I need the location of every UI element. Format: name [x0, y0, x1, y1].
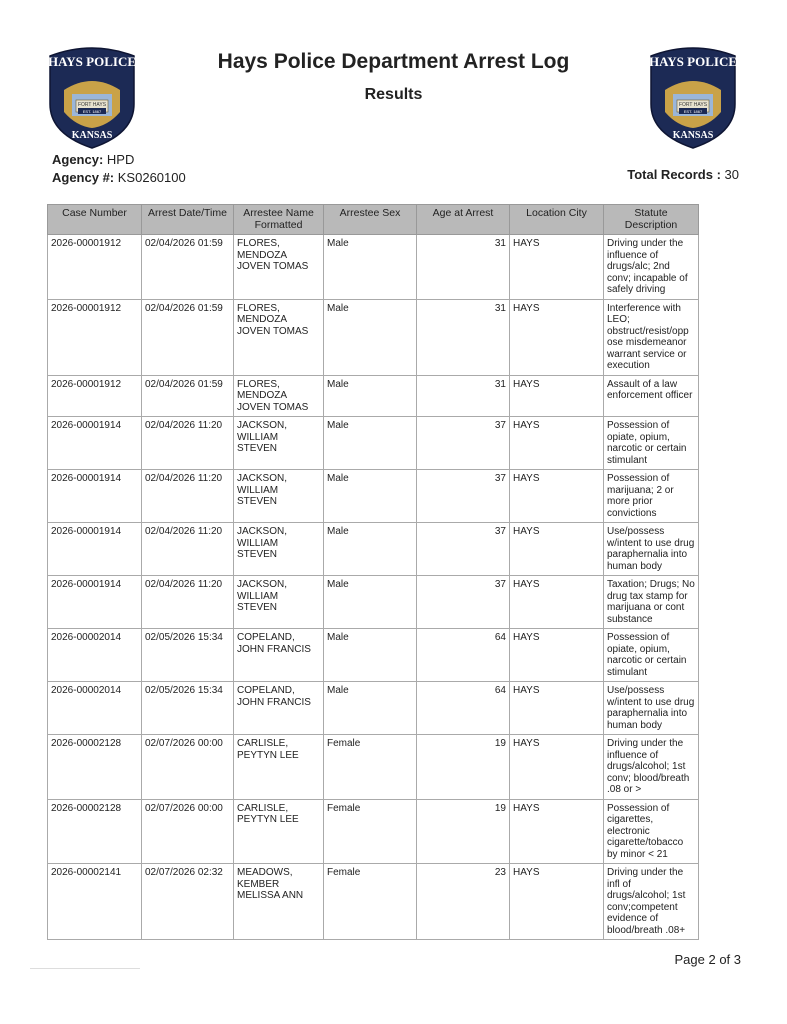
arrest-datetime-cell: 02/05/2026 15:34 — [142, 629, 234, 682]
scan-artifact-line — [30, 968, 140, 969]
total-records-value: 30 — [724, 167, 739, 182]
arrestee-sex-cell: Male — [324, 629, 417, 682]
case-number-cell: 2026-00002141 — [48, 864, 142, 940]
svg-text:FORT HAYS: FORT HAYS — [77, 102, 107, 108]
svg-text:KANSAS: KANSAS — [71, 130, 113, 141]
arrestee-sex-cell: Male — [324, 576, 417, 629]
arrestee-sex-cell: Male — [324, 470, 417, 523]
location-city-cell: HAYS — [510, 470, 604, 523]
table-header-row — [48, 205, 699, 235]
arrestee-sex-cell: Female — [324, 864, 417, 940]
column-header: Age at Arrest — [417, 205, 510, 235]
age-cell: 23 — [417, 864, 510, 940]
location-city-cell: HAYS — [510, 417, 604, 470]
total-records-label: Total Records : — [627, 167, 721, 182]
location-city-cell: HAYS — [510, 864, 604, 940]
arrestee-name-cell: COPELAND, JOHN FRANCIS — [234, 629, 324, 682]
case-number-cell: 2026-00002128 — [48, 799, 142, 864]
case-number-cell: 2026-00001912 — [48, 375, 142, 417]
statute-description-cell: Driving under the influence of drugs/alc; 2nd conv; incapable of safely driving — [604, 235, 699, 300]
agency-label: Agency: — [52, 152, 104, 167]
column-header: Location City — [510, 205, 604, 235]
arrestee-sex-cell: Female — [324, 735, 417, 800]
age-cell: 31 — [417, 235, 510, 300]
case-number-cell: 2026-00002128 — [48, 735, 142, 800]
arrestee-name-cell: CARLISLE, PEYTYN LEE — [234, 735, 324, 800]
case-number-cell: 2026-00001914 — [48, 523, 142, 576]
table-row — [48, 523, 699, 576]
arrestee-name-cell: FLORES, MENDOZA JOVEN TOMAS — [234, 235, 324, 300]
table-row — [48, 417, 699, 470]
statute-description-cell: Possession of marijuana; 2 or more prior convictions — [604, 470, 699, 523]
column-header: Case Number — [48, 205, 142, 235]
arrest-datetime-cell: 02/07/2026 00:00 — [142, 735, 234, 800]
column-header: Statute Description — [604, 205, 699, 235]
table-row — [48, 299, 699, 375]
statute-description-cell: Interference with LEO; obstruct/resist/opp ose misdemeanor warrant service or execution — [604, 299, 699, 375]
statute-description-cell: Taxation; Drugs; No drug tax stamp for marijuana or cont substance — [604, 576, 699, 629]
statute-description-cell: Possession of cigarettes, electronic cigarette/tobacco by minor < 21 — [604, 799, 699, 864]
case-number-cell: 2026-00001912 — [48, 235, 142, 300]
age-cell: 31 — [417, 299, 510, 375]
age-cell: 64 — [417, 682, 510, 735]
arrestee-sex-cell: Female — [324, 799, 417, 864]
agency-value: HPD — [106, 152, 135, 167]
column-header: Arrestee Name Formatted — [234, 205, 324, 235]
agency-number-info — [52, 170, 186, 185]
arrestee-sex-cell: Male — [324, 682, 417, 735]
arrestee-name-cell: FLORES, MENDOZA JOVEN TOMAS — [234, 299, 324, 375]
arrest-datetime-cell: 02/04/2026 11:20 — [142, 576, 234, 629]
location-city-cell: HAYS — [510, 682, 604, 735]
statute-description-cell: Driving under the infl of drugs/alcohol; 1st conv;competent evidence of blood/breath .08+ — [604, 864, 699, 940]
age-cell: 37 — [417, 576, 510, 629]
arrest-datetime-cell: 02/07/2026 02:32 — [142, 864, 234, 940]
arrest-datetime-cell: 02/04/2026 01:59 — [142, 299, 234, 375]
arrest-log-table — [47, 204, 699, 940]
svg-text:HAYS POLICE: HAYS POLICE — [648, 54, 738, 69]
arrestee-name-cell: CARLISLE, PEYTYN LEE — [234, 799, 324, 864]
case-number-cell: 2026-00001912 — [48, 299, 142, 375]
arrest-datetime-cell: 02/07/2026 00:00 — [142, 799, 234, 864]
age-cell: 31 — [417, 375, 510, 417]
column-header: Arrestee Sex — [324, 205, 417, 235]
arrestee-name-cell: JACKSON, WILLIAM STEVEN — [234, 523, 324, 576]
location-city-cell: HAYS — [510, 735, 604, 800]
arrest-datetime-cell: 02/05/2026 15:34 — [142, 682, 234, 735]
location-city-cell: HAYS — [510, 235, 604, 300]
agency-number-value: KS0260100 — [117, 170, 186, 185]
arrest-datetime-cell: 02/04/2026 01:59 — [142, 235, 234, 300]
table-row — [48, 470, 699, 523]
agency-info — [52, 152, 134, 167]
age-cell: 37 — [417, 523, 510, 576]
table-row — [48, 682, 699, 735]
svg-text:EST. 1867: EST. 1867 — [683, 109, 703, 114]
case-number-cell: 2026-00001914 — [48, 417, 142, 470]
location-city-cell: HAYS — [510, 375, 604, 417]
case-number-cell: 2026-00002014 — [48, 629, 142, 682]
case-number-cell: 2026-00002014 — [48, 682, 142, 735]
svg-text:HAYS POLICE: HAYS POLICE — [47, 54, 137, 69]
arrestee-sex-cell: Male — [324, 299, 417, 375]
page-title: Hays Police Department Arrest Log — [217, 50, 570, 73]
svg-text:FORT HAYS: FORT HAYS — [678, 102, 708, 108]
arrestee-name-cell: JACKSON, WILLIAM STEVEN — [234, 417, 324, 470]
table-row — [48, 235, 699, 300]
arrestee-sex-cell: Male — [324, 523, 417, 576]
arrestee-name-cell: JACKSON, WILLIAM STEVEN — [234, 470, 324, 523]
arrestee-name-cell: JACKSON, WILLIAM STEVEN — [234, 576, 324, 629]
arrestee-sex-cell: Male — [324, 375, 417, 417]
statute-description-cell: Possession of opiate, opium, narcotic or certain stimulant — [604, 629, 699, 682]
arrest-datetime-cell: 02/04/2026 11:20 — [142, 523, 234, 576]
table-row — [48, 864, 699, 940]
page-subtitle: Results — [364, 86, 423, 103]
statute-description-cell: Use/possess w/intent to use drug paraphernalia into human body — [604, 523, 699, 576]
location-city-cell: HAYS — [510, 629, 604, 682]
age-cell: 19 — [417, 735, 510, 800]
statute-description-cell: Use/possess w/intent to use drug paraphernalia into human body — [604, 682, 699, 735]
table-row — [48, 735, 699, 800]
arrestee-name-cell: FLORES, MENDOZA JOVEN TOMAS — [234, 375, 324, 417]
statute-description-cell: Possession of opiate, opium, narcotic or certain stimulant — [604, 417, 699, 470]
arrest-datetime-cell: 02/04/2026 01:59 — [142, 375, 234, 417]
arrestee-sex-cell: Male — [324, 417, 417, 470]
svg-text:EST. 1867: EST. 1867 — [82, 109, 102, 114]
svg-text:KANSAS: KANSAS — [672, 130, 714, 141]
table-row — [48, 799, 699, 864]
statute-description-cell: Assault of a law enforcement officer — [604, 375, 699, 417]
arrest-datetime-cell: 02/04/2026 11:20 — [142, 470, 234, 523]
age-cell: 37 — [417, 470, 510, 523]
location-city-cell: HAYS — [510, 576, 604, 629]
case-number-cell: 2026-00001914 — [48, 470, 142, 523]
statute-description-cell: Driving under the influence of drugs/alcohol; 1st conv; blood/breath .08 or > — [604, 735, 699, 800]
agency-number-label: Agency #: — [52, 170, 115, 185]
table-row — [48, 576, 699, 629]
arrestee-name-cell: MEADOWS, KEMBER MELISSA ANN — [234, 864, 324, 940]
location-city-cell: HAYS — [510, 523, 604, 576]
age-cell: 64 — [417, 629, 510, 682]
page-number: Page 2 of 3 — [674, 952, 741, 967]
column-header: Arrest Date/Time — [142, 205, 234, 235]
arrest-datetime-cell: 02/04/2026 11:20 — [142, 417, 234, 470]
table-row — [48, 629, 699, 682]
table-row — [48, 375, 699, 417]
arrestee-sex-cell: Male — [324, 235, 417, 300]
arrestee-name-cell: COPELAND, JOHN FRANCIS — [234, 682, 324, 735]
case-number-cell: 2026-00001914 — [48, 576, 142, 629]
location-city-cell: HAYS — [510, 299, 604, 375]
location-city-cell: HAYS — [510, 799, 604, 864]
total-records — [627, 167, 739, 182]
age-cell: 19 — [417, 799, 510, 864]
age-cell: 37 — [417, 417, 510, 470]
